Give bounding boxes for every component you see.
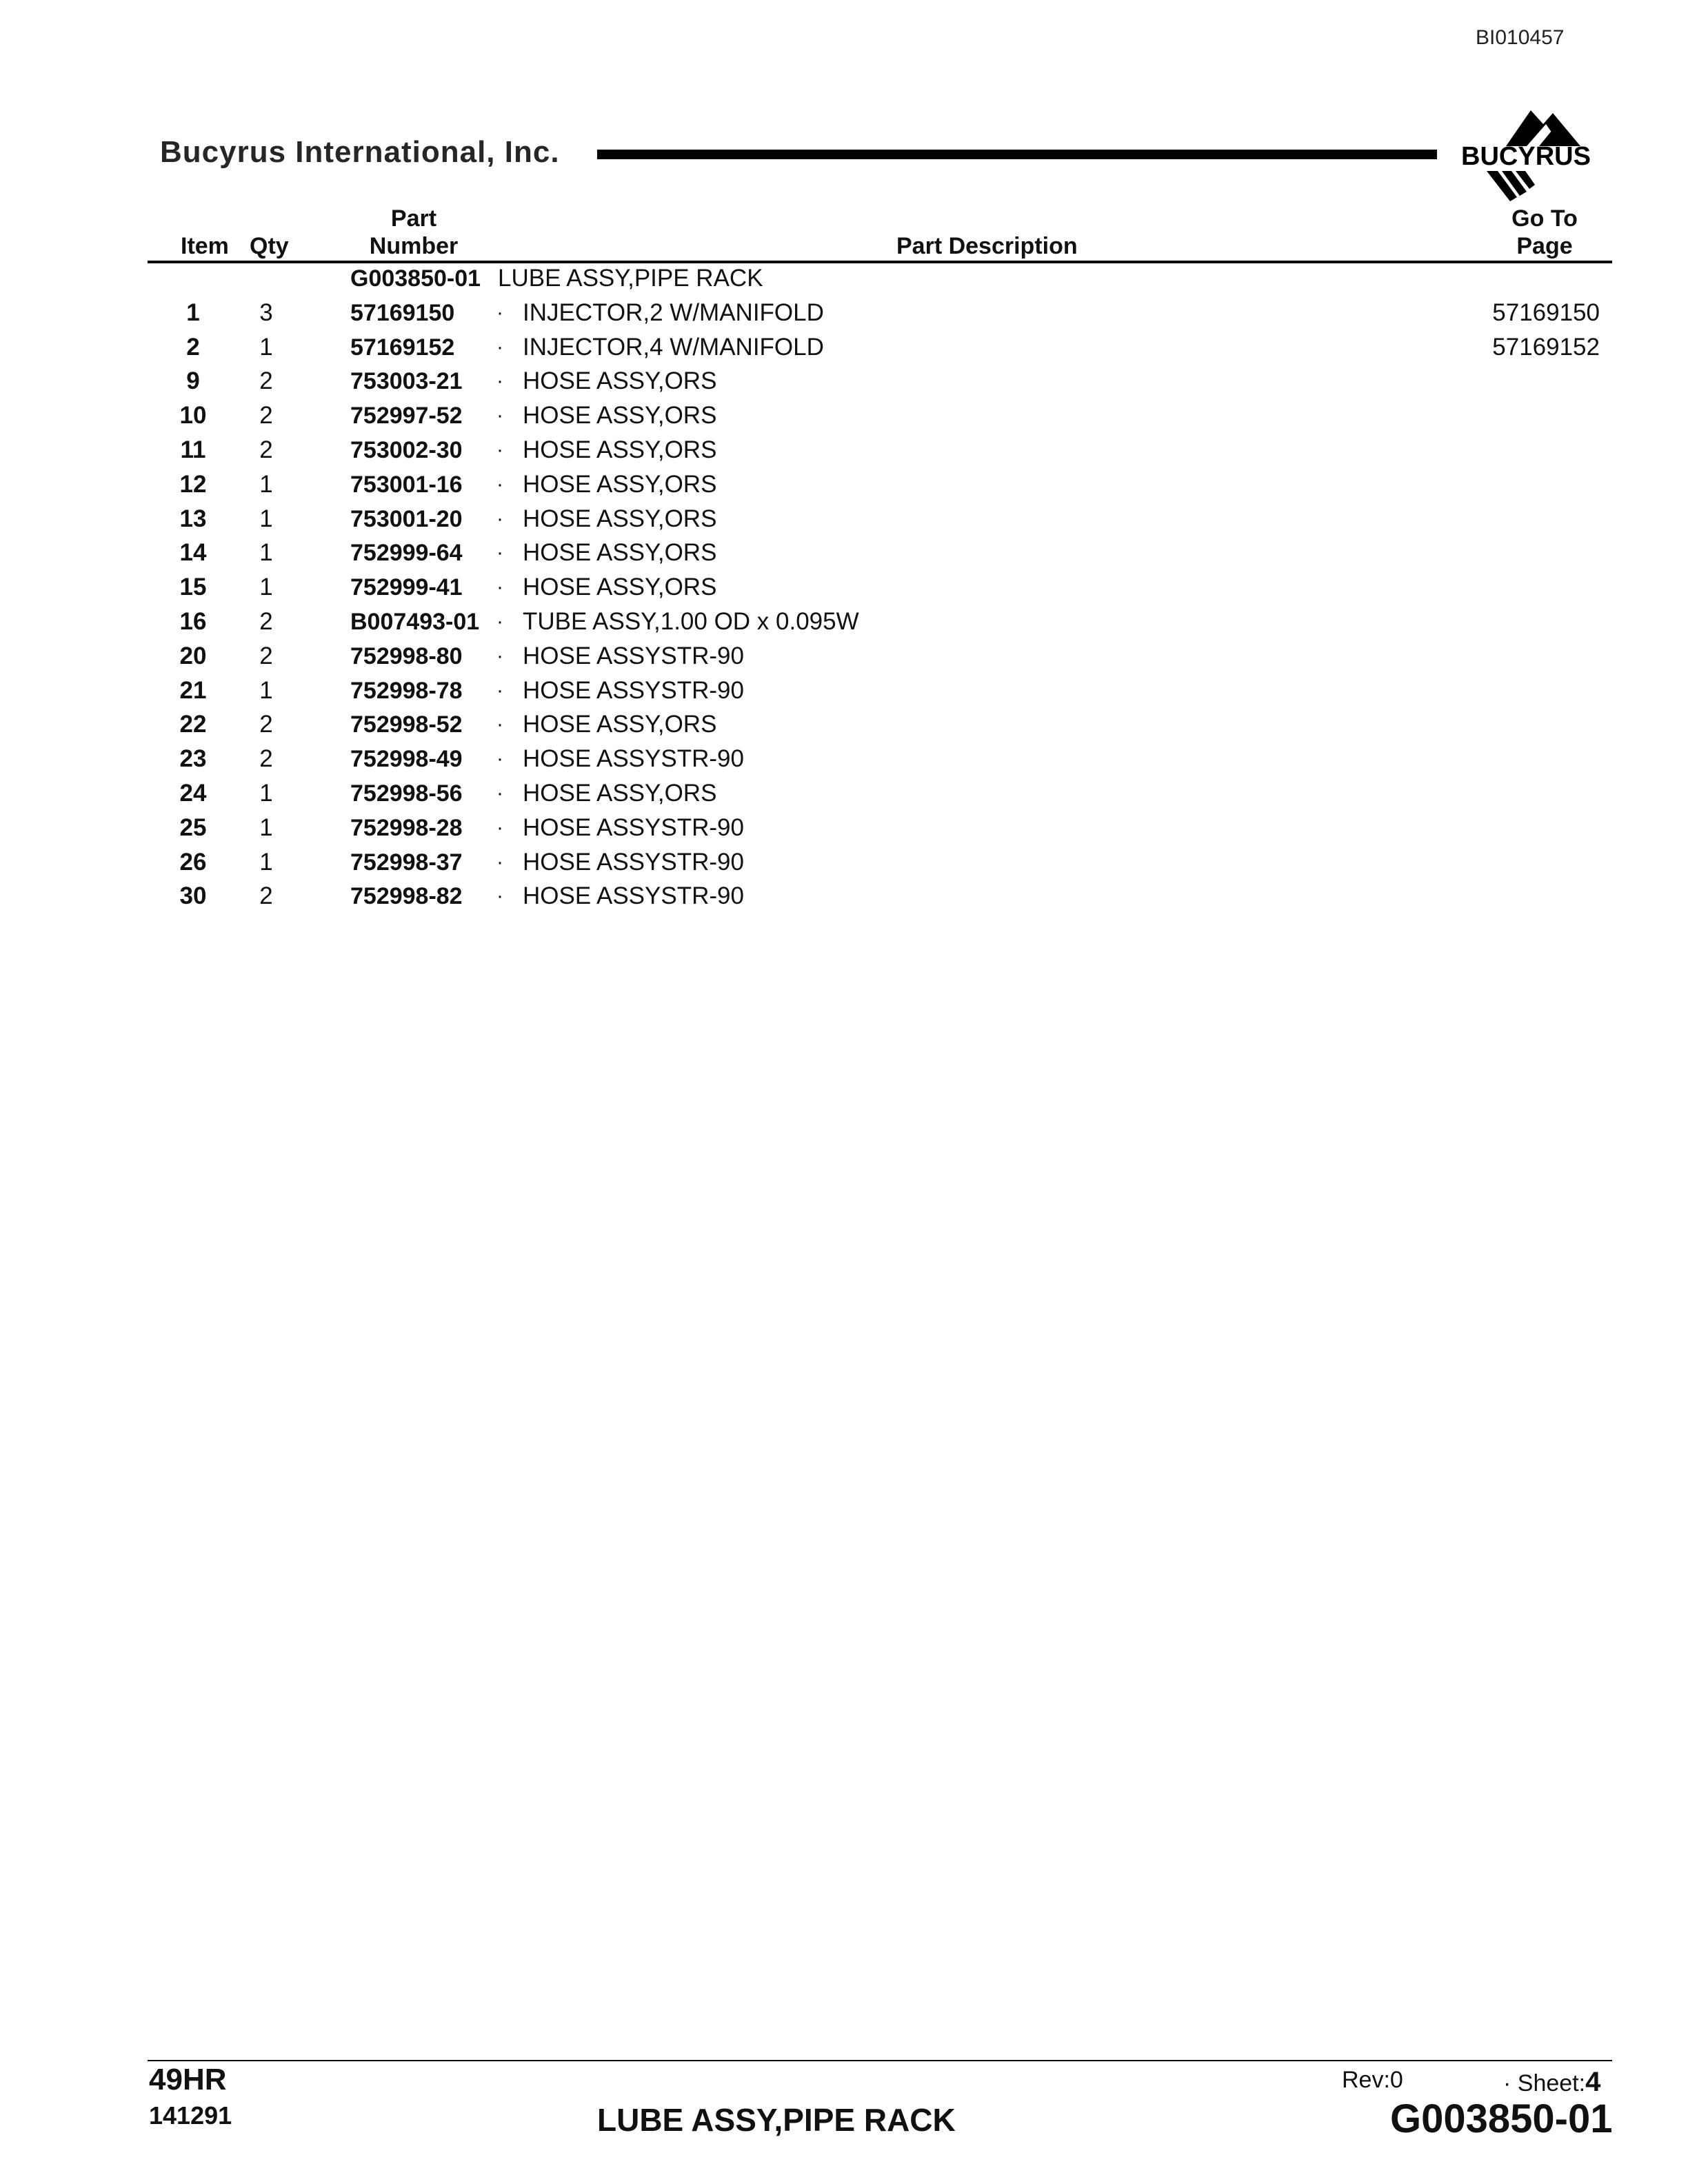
row-item-number: 21	[179, 676, 207, 704]
row-description: HOSE ASSY,ORS	[523, 436, 717, 463]
row-item-number: 2	[186, 333, 200, 361]
row-quantity: 2	[259, 711, 273, 738]
row-part-number: G003850-01	[350, 265, 481, 292]
column-header-part-number-line1: Part	[390, 205, 437, 232]
row-indent-bullet: ·	[496, 404, 503, 427]
row-part-number: 752998-78	[350, 677, 463, 704]
row-part-number: 752998-28	[350, 814, 463, 841]
row-part-number: 752997-52	[350, 403, 463, 429]
table-row	[0, 742, 1688, 777]
row-item-number: 22	[179, 711, 207, 738]
row-description: HOSE ASSY,ORS	[523, 402, 717, 429]
row-indent-bullet: ·	[496, 335, 503, 358]
row-quantity: 2	[259, 607, 273, 635]
table-row	[0, 399, 1688, 434]
row-quantity: 2	[259, 367, 273, 395]
table-row	[0, 605, 1688, 640]
row-description: HOSE ASSYSTR-90	[523, 745, 744, 773]
row-indent-bullet: ·	[496, 884, 503, 908]
document-id: BI010457	[1476, 26, 1565, 49]
table-row	[0, 846, 1688, 880]
row-indent-bullet: ·	[496, 507, 503, 530]
row-indent-bullet: ·	[496, 576, 503, 599]
row-item-number: 20	[179, 642, 207, 669]
row-part-number: 57169150	[350, 299, 455, 326]
table-row	[0, 880, 1688, 914]
table-row	[0, 640, 1688, 674]
row-description: HOSE ASSYSTR-90	[523, 642, 744, 669]
row-description: HOSE ASSYSTR-90	[523, 676, 744, 704]
row-description: HOSE ASSYSTR-90	[523, 813, 744, 841]
row-indent-bullet: ·	[496, 713, 503, 736]
row-indent-bullet: ·	[496, 609, 503, 633]
row-part-number: 753001-20	[350, 505, 463, 532]
table-row	[0, 708, 1688, 742]
table-row	[0, 365, 1688, 399]
row-indent-bullet: ·	[496, 816, 503, 839]
title-rule	[597, 150, 1437, 159]
row-item-number: 15	[179, 574, 207, 601]
footer-model: 49HR	[149, 2063, 227, 2096]
row-indent-bullet: ·	[496, 438, 503, 461]
row-item-number: 9	[186, 367, 200, 395]
row-indent-bullet: ·	[496, 541, 503, 565]
row-go-to-page: 57169150	[1492, 299, 1600, 326]
row-item-number: 1	[186, 299, 200, 326]
table-row	[0, 503, 1688, 537]
row-indent-bullet: ·	[496, 678, 503, 702]
row-item-number: 12	[179, 470, 207, 498]
row-indent-bullet: ·	[496, 781, 503, 805]
row-item-number: 23	[179, 745, 207, 773]
row-indent-bullet: ·	[496, 644, 503, 667]
column-header-go-to-line1: Go To	[1511, 205, 1578, 232]
row-indent-bullet: ·	[496, 850, 503, 873]
row-go-to-page: 57169152	[1492, 333, 1600, 361]
row-part-number: 57169152	[350, 334, 455, 361]
row-quantity: 1	[259, 574, 273, 601]
row-description: HOSE ASSY,ORS	[523, 779, 717, 807]
row-quantity: 2	[259, 642, 273, 669]
row-description: TUBE ASSY,1.00 OD x 0.095W	[523, 607, 859, 635]
row-part-number: 752998-80	[350, 643, 463, 669]
footer-serial: 141291	[149, 2101, 232, 2130]
table-row	[0, 468, 1688, 503]
table-row	[0, 674, 1688, 709]
table-row	[0, 777, 1688, 811]
row-item-number: 11	[180, 436, 206, 463]
row-quantity: 3	[259, 299, 273, 326]
table-row	[0, 434, 1688, 468]
row-item-number: 30	[179, 882, 207, 910]
footer-title: LUBE ASSY,PIPE RACK	[597, 2102, 956, 2138]
row-part-number: 752998-56	[350, 780, 463, 807]
row-quantity: 2	[259, 436, 273, 463]
parts-table	[0, 262, 1688, 914]
row-quantity: 2	[259, 402, 273, 429]
row-indent-bullet: ·	[496, 747, 503, 771]
row-item-number: 10	[179, 402, 207, 429]
row-item-number: 25	[179, 813, 207, 841]
table-row	[0, 811, 1688, 846]
row-quantity: 1	[259, 848, 273, 876]
row-part-number: 753002-30	[350, 436, 463, 463]
row-quantity: 2	[259, 745, 273, 773]
logo-chevrons-icon	[1487, 171, 1535, 201]
company-name: Bucyrus International, Inc.	[160, 135, 560, 169]
row-part-number: 752998-49	[350, 746, 463, 773]
row-quantity: 1	[259, 676, 273, 704]
row-indent-bullet: ·	[496, 301, 503, 324]
row-description: HOSE ASSY,ORS	[523, 711, 717, 738]
row-item-number: 13	[179, 505, 207, 532]
row-item-number: 24	[179, 779, 207, 807]
column-header-go-to-line2: Page	[1516, 233, 1573, 259]
table-row	[0, 536, 1688, 571]
logo-wordmark: BUCYRUS	[1461, 142, 1591, 171]
row-description: HOSE ASSYSTR-90	[523, 848, 744, 876]
row-part-number: 753001-16	[350, 471, 463, 498]
row-item-number: 16	[179, 607, 207, 635]
row-quantity: 1	[259, 779, 273, 807]
footer-rule	[148, 2060, 1612, 2061]
row-description: INJECTOR,2 W/MANIFOLD	[523, 299, 824, 326]
row-part-number: 752998-37	[350, 849, 463, 876]
column-header-description: Part Description	[896, 233, 1078, 259]
column-header-part-number	[352, 205, 476, 260]
column-header-qty: Qty	[250, 233, 289, 259]
row-description: HOSE ASSY,ORS	[523, 470, 717, 498]
footer-sheet	[1503, 2067, 1600, 2098]
row-description: LUBE ASSY,PIPE RACK	[498, 265, 763, 292]
row-description: HOSE ASSY,ORS	[523, 505, 717, 532]
row-part-number: 752998-52	[350, 711, 463, 738]
footer-revision: Rev:0	[1342, 2067, 1403, 2093]
row-description: INJECTOR,4 W/MANIFOLD	[523, 333, 824, 361]
footer-sheet-label: · Sheet:	[1503, 2070, 1586, 2096]
column-header-part-number-line2: Number	[369, 233, 459, 259]
column-header-item: Item	[181, 233, 229, 259]
row-item-number: 26	[179, 848, 207, 876]
row-description: HOSE ASSY,ORS	[523, 367, 717, 395]
row-quantity: 1	[259, 505, 273, 532]
table-row	[0, 571, 1688, 605]
row-quantity: 1	[259, 333, 273, 361]
row-quantity: 1	[259, 539, 273, 567]
row-part-number: 752999-64	[350, 540, 463, 567]
row-part-number: B007493-01	[350, 608, 480, 635]
row-description: HOSE ASSYSTR-90	[523, 882, 744, 910]
row-indent-bullet: ·	[496, 472, 503, 496]
table-row	[0, 296, 1688, 331]
row-item-number: 14	[179, 539, 207, 567]
row-description: HOSE ASSY,ORS	[523, 539, 717, 567]
row-part-number: 753003-21	[350, 368, 463, 395]
column-header-go-to-page	[1483, 205, 1607, 260]
row-quantity: 1	[259, 813, 273, 841]
table-row	[0, 331, 1688, 365]
row-description: HOSE ASSY,ORS	[523, 574, 717, 601]
row-part-number: 752998-82	[350, 883, 463, 910]
footer-part-number: G003850-01	[1390, 2096, 1613, 2141]
row-part-number: 752999-41	[350, 574, 463, 601]
table-row	[0, 262, 1688, 296]
row-quantity: 1	[259, 470, 273, 498]
bucyrus-logo	[1443, 103, 1609, 207]
footer-sheet-number: 4	[1585, 2067, 1601, 2097]
row-indent-bullet: ·	[496, 370, 503, 393]
logo-mountain-icon	[1506, 110, 1580, 146]
row-quantity: 2	[259, 882, 273, 910]
